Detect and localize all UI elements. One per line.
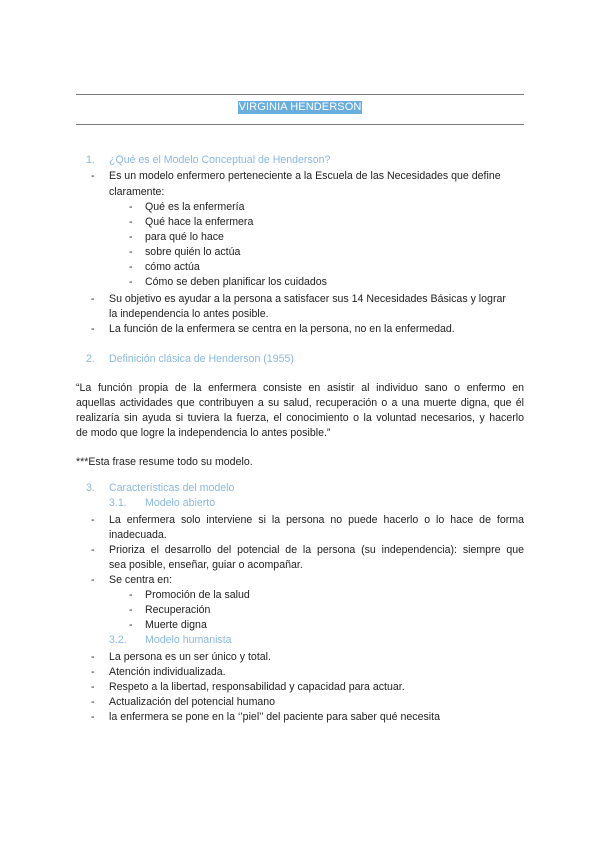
sub-bullet-dash: - bbox=[129, 619, 133, 631]
bullet-dash: - bbox=[91, 651, 95, 663]
list-item-line: Su objetivo es ayudar a la persona a satisfacer sus 14 Necesidades Básicas y lograr bbox=[109, 293, 506, 305]
quote-line: “La función propia de la enfermera consiste en asistir al individuo sano o enfermo en bbox=[76, 382, 524, 394]
subsection-3-2-number: 3.2. bbox=[109, 634, 127, 646]
section-2-number: 2. bbox=[86, 353, 95, 365]
list-item: La persona es un ser único y total. bbox=[109, 651, 271, 663]
section-1-heading: ¿Qué es el Modelo Conceptual de Henderson? bbox=[109, 154, 331, 166]
list-item-line: La enfermera solo interviene si la persona no puede hacerlo o lo hace de forma bbox=[109, 514, 524, 526]
note-text: ***Esta frase resume todo su modelo. bbox=[76, 456, 253, 468]
sub-list-item: Cómo se deben planificar los cuidados bbox=[145, 276, 327, 288]
section-1-number: 1. bbox=[86, 154, 95, 166]
sub-list-item: cómo actúa bbox=[145, 261, 200, 273]
bullet-dash: - bbox=[91, 514, 95, 526]
list-item-line: inadecuada. bbox=[109, 529, 167, 541]
bullet-dash: - bbox=[91, 711, 95, 723]
list-item-line: La función de la enfermera se centra en la persona, no en la enfermedad. bbox=[109, 323, 455, 335]
list-item-line: la independencia lo antes posible. bbox=[109, 308, 269, 320]
bullet-dash: - bbox=[91, 323, 95, 335]
list-item: Atención individualizada. bbox=[109, 666, 226, 678]
quote-line: aquellas actividades que contribuyen a su salud, recuperación o a una muerte digna, que él bbox=[76, 397, 524, 409]
list-item-line: Prioriza el desarrollo del potencial de la persona (su independencia): siempre que bbox=[109, 544, 524, 556]
subsection-3-1-heading: Modelo abierto bbox=[145, 497, 216, 509]
list-item-line: Es un modelo enfermero perteneciente a la Escuela de las Necesidades que define bbox=[109, 170, 501, 182]
sub-bullet-dash: - bbox=[129, 246, 133, 258]
subsection-3-1-number: 3.1. bbox=[109, 497, 127, 509]
bullet-dash: - bbox=[91, 544, 95, 556]
sub-list-item: sobre quién lo actúa bbox=[145, 246, 241, 258]
sub-bullet-dash: - bbox=[129, 604, 133, 616]
section-3-number: 3. bbox=[86, 482, 95, 494]
bottom-rule bbox=[76, 124, 524, 125]
sub-bullet-dash: - bbox=[129, 589, 133, 601]
subsection-3-2-heading: Modelo humanista bbox=[145, 634, 232, 646]
bullet-dash: - bbox=[91, 666, 95, 678]
bullet-dash: - bbox=[91, 696, 95, 708]
bullet-dash: - bbox=[91, 574, 95, 586]
section-3-heading: Características del modelo bbox=[109, 482, 235, 494]
list-item: Respeto a la libertad, responsabilidad y capacidad para actuar. bbox=[109, 681, 405, 693]
quote-line: realizaría sin ayuda si tuviera la fuerza, el conocimiento o la voluntad necesarios, y hacerlo bbox=[76, 412, 524, 424]
sub-bullet-dash: - bbox=[129, 201, 133, 213]
title-container bbox=[76, 100, 524, 115]
list-item: Actualización del potencial humano bbox=[109, 696, 276, 708]
sub-list-item: Qué es la enfermería bbox=[145, 201, 245, 213]
document-title: VIRGINIA HENDERSON bbox=[238, 101, 362, 113]
section-2-heading: Definición clásica de Henderson (1955) bbox=[109, 353, 294, 365]
sub-bullet-dash: - bbox=[129, 216, 133, 228]
list-item-line: sea posible, enseñar, guiar o acompañar. bbox=[109, 559, 303, 571]
bullet-dash: - bbox=[91, 293, 95, 305]
quote-line: de modo que logre la independencia lo antes posible.” bbox=[76, 427, 331, 439]
top-rule bbox=[76, 94, 524, 95]
sub-list-item: Recuperación bbox=[145, 604, 211, 616]
list-item-line: claramente: bbox=[109, 186, 165, 198]
sub-bullet-dash: - bbox=[129, 231, 133, 243]
sub-bullet-dash: - bbox=[129, 276, 133, 288]
bullet-dash: - bbox=[91, 681, 95, 693]
bullet-dash: - bbox=[91, 170, 95, 182]
list-item: la enfermera se pone en la ‘’piel’’ del paciente para saber qué necesita bbox=[109, 711, 440, 723]
sub-list-item: Promoción de la salud bbox=[145, 589, 250, 601]
sub-list-item: para qué lo hace bbox=[145, 231, 224, 243]
sub-bullet-dash: - bbox=[129, 261, 133, 273]
sub-list-item: Qué hace la enfermera bbox=[145, 216, 254, 228]
list-item-line: Se centra en: bbox=[109, 574, 173, 586]
sub-list-item: Muerte digna bbox=[145, 619, 207, 631]
